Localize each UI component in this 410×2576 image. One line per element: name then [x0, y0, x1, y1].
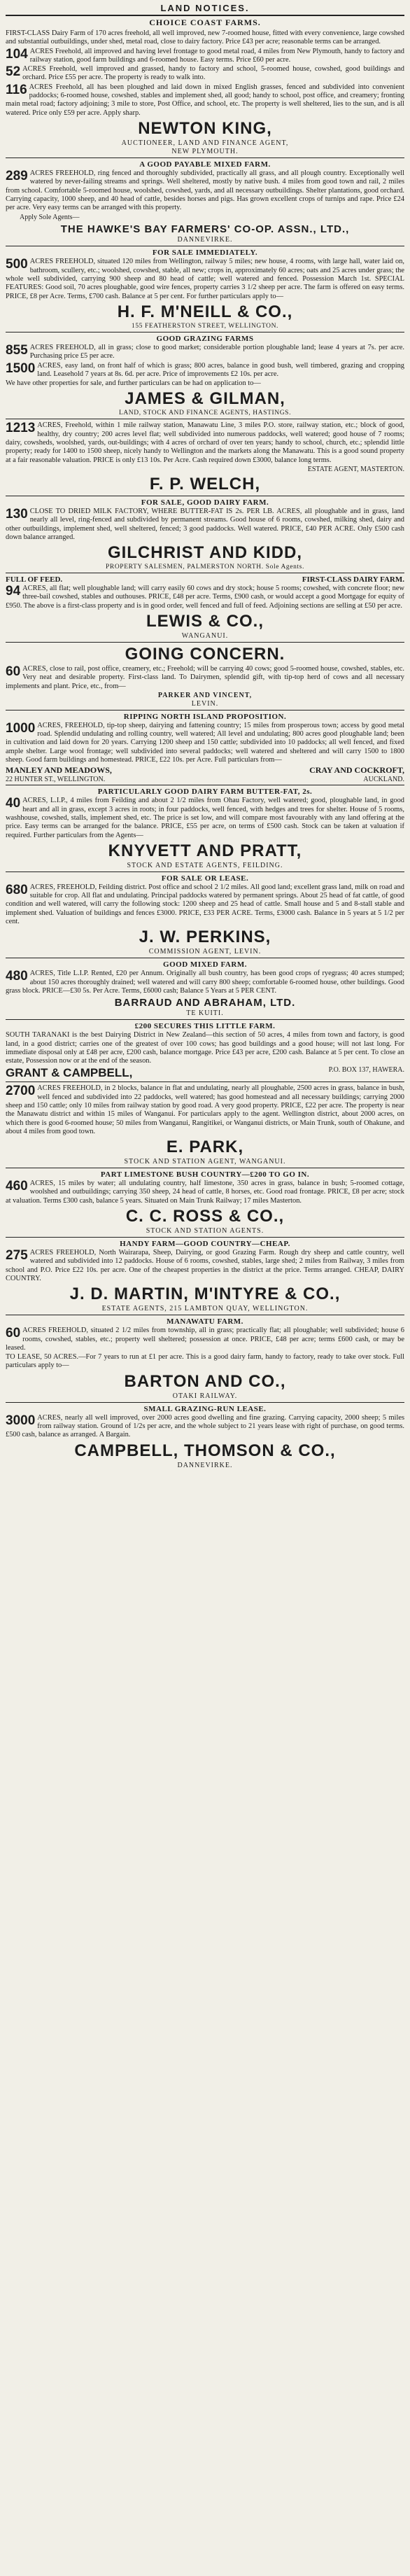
- agent-name: GRANT & CAMPBELL,: [6, 1066, 133, 1080]
- acreage-number: 289: [6, 168, 28, 183]
- ad-payable-mixed-farm: [6, 160, 404, 246]
- ad-item: [6, 665, 404, 691]
- agent-description: ESTATE AGENTS, 215 LAMBTON QUAY, WELLINGTON.: [101, 1305, 309, 1313]
- ad-title: FOR SALE IMMEDIATELY.: [152, 248, 258, 258]
- ad-2700-acres: [6, 1084, 404, 1168]
- ad-title: GOING CONCERN.: [125, 644, 285, 664]
- ad-limestone-bush: [6, 1170, 404, 1238]
- ad-text: ACRES, nearly all well improved, over 2000 acres good dwelling and fine grazing. Carrying capacity, 2000 sheep; 5 miles from railway station. Ground of 1/2s per acre, and the whole subject to 21 years lease with right of purchase, on good terms. £500 cash, balance as arranged. A Bargain.: [6, 1413, 404, 1439]
- ad-dried-milk-dairy: [6, 498, 404, 573]
- ad-item: [6, 1414, 404, 1440]
- ad-title-row: [6, 575, 404, 584]
- ad-text: ACRES Freehold, all improved and having level frontage to good metal road, 4 miles from New Plymouth, handy to factory and railway station, good farm buildings and 6-roomed house. Easy terms. Price £60 per acre.: [29, 47, 404, 64]
- agent-description: AUCTIONEER, LAND AND FINANCE AGENT,: [121, 139, 289, 147]
- ad-text: ACRES, L.I.P., 4 miles from Feilding and about 2 1/2 miles from Ohau Factory, well watered; good, ploughable land, in good heart and all in grass, except 3 acres in roots; in four paddocks, well fenced, with hedges and trees for shelter. House of 5 rooms, washhouse, cowshed, stalls, implement shed, etc. The price is set low, and will compare most favourably with any land offering at the price. Easy terms can be arranged for the balance. PRICE, £55 per acre, on terms of £500 cash. Stock can be taken at valuation if required. Further particulars from the Agents—: [6, 797, 404, 839]
- agent-name-right: CRAY AND COCKROFT,: [309, 765, 404, 776]
- acreage-number: 460: [6, 1179, 28, 1194]
- agent-name: E. PARK,: [166, 1138, 244, 1157]
- agent-name: C. C. ROSS & CO.,: [125, 1207, 285, 1226]
- ad-text: ACRES, 15 miles by water; all undulating country, half limestone, 350 acres in grass, balance in bush; 5-roomed cottage, woolshed and outbuildings; carrying 350 sheep, 24 head of cattle, 8 horses, etc. Good road frontage. PRICE, £8 per acre; stock at valuation. Terms £300 cash, balance 5 years. Situated on Main Trunk Railway; 17 miles Masterton.: [6, 1180, 404, 1205]
- agent-name: BARRAUD AND ABRAHAM, LTD.: [114, 997, 296, 1009]
- agent-name: PARKER AND VINCENT,: [157, 691, 253, 699]
- agent-pair: [6, 1066, 404, 1080]
- agent-place: NEW PLYMOUTH.: [171, 147, 239, 155]
- ad-item: [6, 362, 404, 379]
- ad-sale-or-lease: [6, 874, 404, 958]
- ad-title: CHOICE COAST FARMS.: [149, 18, 261, 27]
- acreage-number: 40: [6, 796, 21, 811]
- ad-text: ACRES, easy land, on front half of which is grass; 800 acres, balance in good bush, well timbered, grazing and cropping land. Leasehold 7 years at 8s. 6d. per acre. Price of improvements £2 10s. per acre.: [37, 361, 404, 378]
- ad-sale-immediately: [6, 248, 404, 332]
- agent-place: DANNEVIRKE.: [177, 236, 233, 244]
- agent-place: WANGANUI.: [181, 631, 229, 640]
- agent-place: OTAKI RAILWAY.: [172, 1392, 238, 1400]
- acreage-number: 480: [6, 969, 28, 984]
- ad-text: ACRES FREEHOLD, North Wairarapa, Sheep, Dairying, or good Grazing Farm. Rough dry sheep and cattle country, well watered and subdivided into 12 paddocks. House of 6 rooms, cowshed, stables, large shed; 2 miles from Railway, 3 miles from school and P.O. Price £22 10s. per acre. One of the cheapest properties in the district at the price. Terms arranged. CHEAP, DAIRY COUNTRY.: [6, 1249, 404, 1282]
- ad-item: [6, 1180, 404, 1205]
- ad-text: ACRES, FREEHOLD, Feilding district. Post office and school 2 1/2 miles. All good land; excellent grass land, milk on road and suitable for crop. All flat and undulating. Principal paddocks watered by permanent springs. About 25 head of fat cattle, of good condition and well watered, will carry the following stock: 1200 sheep and 25 head of cattle. Small house and 5 and 8-stall stable and implement shed. Valuation of buildings and fences £3000. PRICE, £33 PER ACRE. Terms, £3000 cash. Balance in 5 years at 5 1/2 per cent.: [6, 883, 404, 926]
- ad-title-right: FIRST-CLASS DAIRY FARM.: [302, 575, 404, 584]
- ad-200-secures: [6, 1022, 404, 1082]
- ad-title: RIPPING NORTH ISLAND PROPOSITION.: [123, 712, 287, 721]
- acreage-number: 2700: [6, 1084, 36, 1099]
- ad-grazing-farms: [6, 335, 404, 419]
- acreage-number: 52: [6, 64, 21, 80]
- agent-pair: [6, 765, 404, 776]
- agent-address: P.O. BOX 137, HAWERA.: [328, 1066, 404, 1074]
- acreage-number: 104: [6, 46, 28, 62]
- ad-particularly-good-dairy: [6, 788, 404, 872]
- agent-name: CAMPBELL, THOMSON & CO.,: [74, 1441, 336, 1460]
- ad-text: ACRES, Title L.I.P. Rented, £20 per Annum. Originally all bush country, has been good crops of ryegrass; 40 acres stumped; about 150 acres thoroughly drained; well watered and will carry 800 sheep; comfortable 6-roomed house, other buildings. Good grass block. PRICE—£30 5s. Per Acre. Terms, £6000 cash; Balance 5 Years at 5 PER CENT.: [6, 969, 404, 995]
- ad-item: [6, 1084, 404, 1136]
- ad-item: [6, 1326, 404, 1352]
- agent-address: 155 FEATHERSTON STREET, WELLINGTON.: [131, 322, 279, 330]
- ad-item: [6, 584, 404, 610]
- ad-text: ACRES Freehold, all has been ploughed and laid down in mixed English grasses, fenced and subdivided into convenient paddocks; 6-roomed house, cowshed, stables and implement shed, all good; handy to school, post office, and creamery; fronting main metal road; factory adjoining; 3 mile to store, Post Office, and school, etc. The property is well sheltered, lies to the sun, and is all watered. Price only £59 per acre. Apply sharp.: [6, 83, 404, 117]
- ad-title: GOOD GRAZING FARMS: [156, 334, 254, 343]
- ad-handy-farm: [6, 1240, 404, 1315]
- acreage-number: 680: [6, 882, 28, 897]
- ad-item: [6, 969, 404, 995]
- agent-name: NEWTON KING,: [138, 118, 272, 138]
- ad-text: ACRES FREEHOLD, all in grass; close to good market; considerable portion ploughable land; lease 4 years at 7s. per acre. Purchasing price £5 per acre.: [29, 343, 404, 360]
- ad-text: ACRES FREEHOLD, situated 2 1/2 miles from township, all in grass; practically flat; all ploughable; well subdivided; house 6 rooms, cowshed, stables, etc.; property well sheltered; possession at once. PRICE, £48 per acre; terms £600 cash, or may be leased.: [6, 1326, 404, 1352]
- ad-text: ACRES FREEHOLD, ring fenced and thoroughly subdivided, practically all grass, and all plough country. Exceptionally well watered by never-failing streams and springs. Well sheltered, mostly by native bush. 4 miles from good town and rail, 2 miles from school. Comfortable 5-roomed house, woolshed, cowshed, yards, and all necessary outbuildings. Shelter plantations, good orchard. Carrying capacity, 1000 sheep, and 40 head of cattle, besides horses and pigs. Has grown excellent crops of turnips and rape. Price £24 per acre. Very easy terms can be arranged with this property.: [6, 169, 404, 212]
- ad-title: GOOD MIXED FARM.: [163, 960, 247, 969]
- agent-address-right: AUCKLAND.: [363, 776, 404, 784]
- ad-item: [6, 83, 404, 118]
- acreage-number: 1213: [6, 421, 36, 436]
- acreage-number: 60: [6, 1326, 21, 1341]
- agent-name: BARTON AND CO.,: [124, 1371, 286, 1391]
- ad-text: ACRES, FREEHOLD, tip-top sheep, dairying and fattening country; 15 miles from prosperous town; access by good metal road. Splendid undulating and rolling country, well watered; All level and undulating; 800 acres good ploughable land; been in cultivation and laid down for 20 years. Carrying 1200 sheep and 150 cattle; subdivided into 10 paddocks; all well fenced, and fixed ample shelter. Large wool frontage; well subdivided into several paddocks; well watered and sheltered and will carry 1500 to 1800 sheep. Good farm buildings and homestead. PRICE, £22 10s. per Acre. Full particulars from—: [6, 721, 404, 764]
- agent-address: LAND, STOCK AND FINANCE AGENTS, HASTINGS.: [118, 410, 292, 417]
- ad-title: FULL OF FEED.: [6, 575, 63, 584]
- agent-description: STOCK AND STATION AGENT, WANGANUI.: [124, 1158, 286, 1166]
- agent-description: STOCK AND STATION AGENTS.: [146, 1227, 264, 1236]
- agent-address: PROPERTY SALESMEN, PALMERSTON NORTH. Sole Agents.: [106, 564, 304, 571]
- acreage-number: 116: [6, 82, 27, 97]
- ad-title: FOR SALE OR LEASE.: [161, 874, 249, 883]
- ad-text: ACRES FREEHOLD, in 2 blocks, balance in flat and undulating, nearly all ploughable, 2500 acres in grass, balance in bush, well fenced and subdivided into 22 paddocks, well watered; has good homestead and all necessary buildings; carrying 2000 sheep and 150 cattle; only 10 miles from railway station by good road. A very good property. PRICE, £22 per acre. The property is near the Manawatu district and within 15 miles of Wanganui. For particulars apply to the agent. Wellington district, about 2000 acres, on which there is good 6-roomed house; 50 miles from Wanganui, Rangitikei, or Wanganui districts, or Main Trunk, south of Ohakune, and about 4 miles from good town.: [6, 1084, 404, 1135]
- ad-item: [6, 344, 404, 361]
- ad-extra: We have other properties for sale, and further particulars can be had on application to—: [6, 379, 261, 388]
- ad-title: £200 SECURES THIS LITTLE FARM.: [134, 1022, 276, 1031]
- agent-name-left: MANLEY AND MEADOWS,: [6, 765, 112, 776]
- agent-description: COMMISSION AGENT, LEVIN.: [148, 948, 262, 956]
- ad-good-mixed-farm: [6, 960, 404, 1020]
- agent-name: J. W. PERKINS,: [139, 927, 271, 947]
- agent-description: STOCK AND ESTATE AGENTS, FEILDING.: [127, 861, 283, 869]
- ad-text: CLOSE TO DRIED MILK FACTORY, WHERE BUTTER-FAT IS 2s. PER LB. ACRES, all ploughable and in grass, land nearly all level, ring-fenced and subdivided by permanent streams. Good house of 6 rooms, cowshed, milking shed, dairy and other outbuildings, implement shed, well sheltered, fenced; 3 good paddocks. Well watered. PRICE, £40 PER ACRE. Only £500 cash down balance arranged.: [6, 507, 404, 541]
- acreage-number: 130: [6, 506, 28, 522]
- ad-going-concern: [6, 645, 404, 710]
- ad-text: ACRES, all flat; well ploughable land; will carry easily 60 cows and dry stock; house 5 rooms; cowshed, with concrete floor; new three-bail cowshed, stables and outhouses. PRICE, £48 per acre. Terms, £900 cash, or would accept a good Mortgage for equity of £950. The above is a first-class property and is in good order, well fenced and full of feed. Adjoining sections are selling at £50 per acre.: [6, 584, 404, 610]
- ad-title: PART LIMESTONE BUSH COUNTRY—£200 TO GO IN.: [100, 1170, 310, 1180]
- agent-name: JAMES & GILMAN,: [125, 389, 285, 409]
- agent-name: F. P. WELCH,: [149, 474, 261, 493]
- ad-item: [6, 258, 404, 300]
- ad-title: A GOOD PAYABLE MIXED FARM.: [139, 160, 271, 169]
- ad-item: [6, 797, 404, 839]
- agent-address-left: 22 HUNTER ST., WELLINGTON.: [6, 776, 106, 784]
- agent-name: THE HAWKE'S BAY FARMERS' CO-OP. ASSN., LTD.,: [60, 223, 350, 236]
- ad-title: PARTICULARLY GOOD DAIRY FARM BUTTER-FAT, 2s.: [97, 788, 313, 797]
- ad-item: [6, 169, 404, 212]
- acreage-number: 94: [6, 584, 21, 599]
- ad-manawatu-line: [6, 421, 404, 496]
- ad-manawatu-farm: [6, 1317, 404, 1402]
- page-header: LAND NOTICES.: [6, 3, 404, 16]
- ad-item: [6, 65, 404, 83]
- ad-choice-coast-farms: [6, 18, 404, 158]
- acreage-number: 3000: [6, 1413, 36, 1428]
- apply-line: Apply Sole Agents—: [20, 214, 80, 222]
- ad-text: ACRES FREEHOLD, situated 120 miles from Wellington, railway 5 miles; new house, 4 rooms, with large hall, water laid on, bathroom, scullery, etc.; woolshed, cowshed, stable, all new; crops in, approximately 60 acres; oats and 25 acres under grass; the whole well subdivided, carrying 900 sheep and 80 head of cattle; well watered and fenced. Possession March 1st. SPECIAL FEATURES: Good soil, 70 acres ploughable, good wire fences, property carries 3 1/2 sheep per acre. The farm is offered on easy terms. PRICE, £8 per Acre. Terms, £700 cash. Balance at 5 per cent. For further particulars apply to—: [6, 258, 404, 300]
- agent-name: LEWIS & CO.,: [146, 611, 264, 631]
- ad-title: FOR SALE, GOOD DAIRY FARM.: [141, 498, 269, 507]
- ad-title: HANDY FARM—GOOD COUNTRY—CHEAP.: [120, 1240, 290, 1249]
- ad-item: [6, 883, 404, 926]
- agent-name: GILCHRIST AND KIDD,: [107, 543, 303, 563]
- agent-name: J. D. MARTIN, M'INTYRE & CO.,: [69, 1284, 341, 1304]
- acreage-number: 855: [6, 342, 28, 358]
- acreage-number: 1000: [6, 720, 36, 736]
- ad-item: [6, 29, 404, 47]
- agent-right: ESTATE AGENT, MASTERTON.: [307, 465, 404, 473]
- ad-title: MANAWATU FARM.: [167, 1317, 243, 1326]
- ad-text: ACRES, close to rail, post office, creamery, etc.; Freehold; will be carrying 40 cows; good 5-roomed house, cowshed, stables, etc. Very neat and desirable property. First-class land. To Dairymen, splendid gift, with tip-top herd of cows and all necessary implements and plant. Price, etc., from—: [6, 664, 404, 690]
- ad-full-of-feed: [6, 575, 404, 643]
- ad-small-grazing-run: [6, 1405, 404, 1471]
- acreage-number: 500: [6, 257, 28, 272]
- agent-name: KNYVETT AND PRATT,: [108, 841, 302, 860]
- ad-text: ACRES Freehold, well improved and grassed, handy to factory and school, 5-roomed house, cowshed, good buildings and orchard. Price £55 per acre. The property is ready to walk into.: [22, 65, 404, 82]
- ad-lease-text: TO LEASE, 50 ACRES.—For 7 years to run at £1 per acre. This is a good dairy farm, handy to factory, ready to take over stock. Full particulars apply to—: [6, 1353, 404, 1370]
- ad-text: SOUTH TARANAKI is the best Dairying District in New Zealand—this section of 50 acres, 4 miles from town and factory, is good land, in a good district; carries one of the greatest of over 100 cows; has good buildings and a good house; will not last long. For immediate disposal only at £48 per acre, £200 cash, balance mortgage. Price £43 per acre, £200 cash. Balance at 5 per cent. To close an estate, Possession now or at the end of the season.: [6, 1031, 404, 1065]
- ad-text: ACRES, Freehold, within 1 mile railway station, Manawatu Line, 3 miles P.O. store, railway station, etc.; block of good, healthy, dry country; 200 acres level flat; well subdivided into numerous paddocks, well watered; good house of 7 rooms; dairy, cowsheds, woolshed, yards, out-buildings; with 4 acres of orchard of over ten years; handy to school, church, etc.; splendid little property; ready for 1400 to 1500 sheep, nicely handy to Wellington and the markets along the Manawatu. This is a good sound property at a fair reasonable valuation. PRICE is only £13 10s. Per Acre. Cash required down £3000, balance long terms.: [6, 421, 404, 464]
- agent-place: LEVIN.: [191, 699, 219, 708]
- ad-item: [6, 48, 404, 65]
- ad-item: [6, 507, 404, 542]
- ad-item: [6, 722, 404, 764]
- ad-title: SMALL GRAZING-RUN LEASE.: [143, 1404, 267, 1413]
- acreage-number: 275: [6, 1248, 28, 1264]
- agent-address-pair: [6, 776, 404, 783]
- ad-text: FIRST-CLASS Dairy Farm of 170 acres freehold, all well improved, new 7-roomed house, fitted with every convenience, large cowshed and substantial outbuildings, under shed, metal road, close to dairy factory. Price £43 per acre; reasonable terms can be arranged.: [6, 29, 404, 46]
- agent-place: DANNEVIRKE.: [177, 1461, 233, 1469]
- ad-item: [6, 421, 404, 464]
- ad-item: [6, 1249, 404, 1283]
- ad-ripping-proposition: [6, 713, 404, 785]
- agent-place: TE KUITI.: [186, 1009, 224, 1018]
- agent-name: H. F. M'NEILL & CO.,: [117, 302, 293, 321]
- acreage-number: 1500: [6, 360, 36, 376]
- acreage-number: 60: [6, 664, 21, 679]
